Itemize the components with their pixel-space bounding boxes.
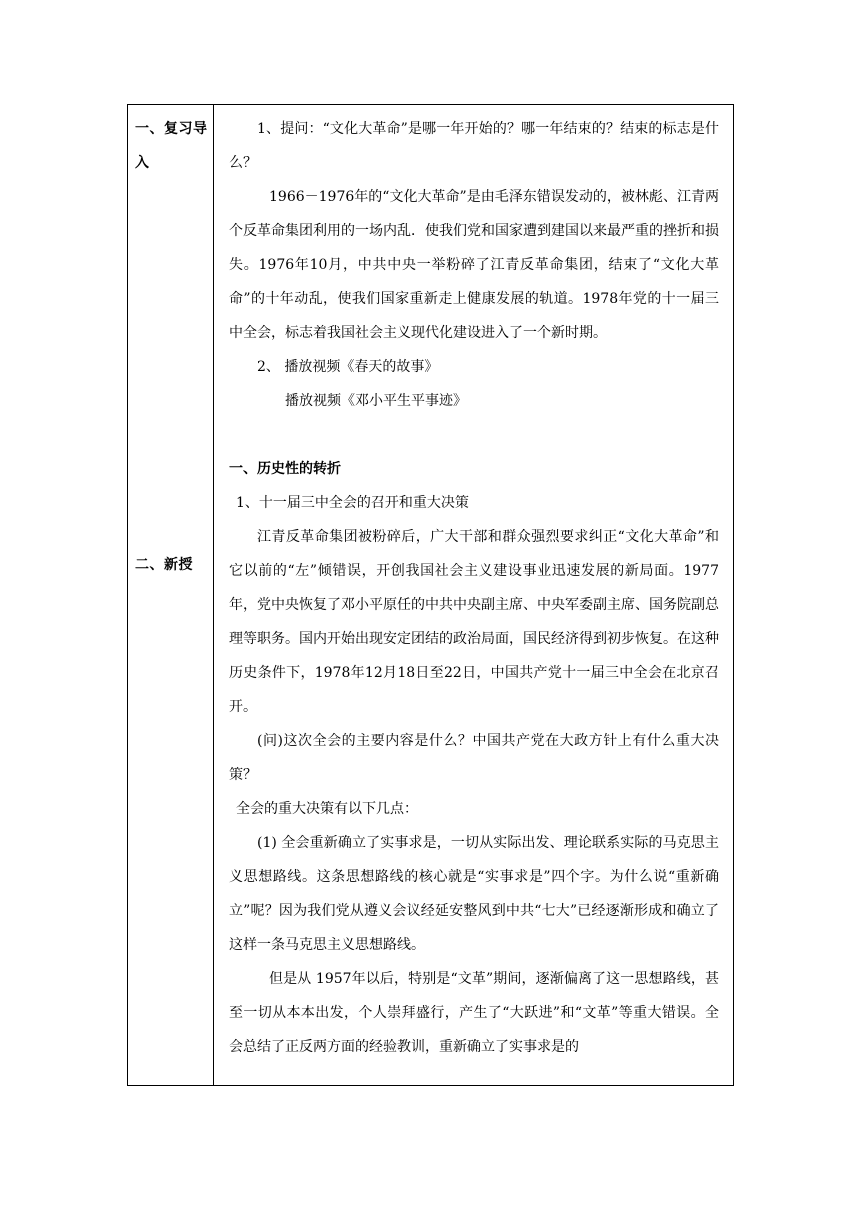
discussion-question: (问)这次全会的主要内容是什么？中国共产党在大政方针上有什么重大决策？ [229,733,719,783]
row-label-new-lesson: 二、新授 [135,557,193,573]
content-body [229,112,719,1064]
content-column [214,105,733,1085]
video-item-1: 2、 播放视频《春天的故事》 [257,359,439,375]
review-question: 1、提问：“文化大革命”是哪一年开始的？哪一年结束的？结束的标志是什么？ [229,121,719,171]
row-label-review: 一、复习导入 [135,121,208,171]
decision-point-1-continued: 但是从 1957年以后，特别是“文革”期间，逐渐偏离了这一思想路线，甚至一切从本本出发，个人崇拜盛行，产生了“大跃进”和“文革”等重大错误。全会总结了正反两方面的经验教训，重新确立了实事求是的 [229,971,719,1055]
row-label-column [128,105,214,1085]
section-subheading: 1、十一届三中全会的召开和重大决策 [236,495,469,511]
paragraph-background: 江青反革命集团被粉碎后，广大干部和群众强烈要求纠正“文化大革命”和它以前的“左”倾错误，开创我国社会主义建设事业迅速发展的新局面。1977年，党中央恢复了邓小平原任的中共中央副主席、中央军委副主席、国务院副总理等职务。国内开始出现安定团结的政治局面，国民经济得到初步恢复。在这种历史条件下，1978年12月18日至22日，中国共产党十一届三中全会在北京召开。 [229,529,719,715]
review-answer: 1966－1976年的“文化大革命”是由毛泽东错误发动的，被林彪、江青两个反革命集团利用的一场内乱．使我们党和国家遭到建国以来最严重的挫折和损失。1976年10月，中共中央一举粉碎了江青反革命集团，结束了“文化大革命”的十年动乱，使我们国家重新走上健康发展的轨道。1978年党的十一届三中全会，标志着我国社会主义现代化建设进入了一个新时期。 [229,189,719,341]
decision-point-1: (1) 全会重新确立了实事求是，一切从实际出发、理论联系实际的马克思主义思想路线。这条思想路线的核心就是“实事求是”四个字。为什么说“重新确立”呢？因为我们党从遵义会议经延安整风到中共“七大”已经逐渐形成和确立了这样一条马克思主义思想路线。 [229,835,719,953]
decisions-intro: 全会的重大决策有以下几点： [236,801,418,817]
spacer [229,418,719,452]
section-heading: 一、历史性的转折 [229,461,341,477]
lesson-plan-table [127,104,734,1086]
video-item-2: 播放视频《邓小平生平事迹》 [285,393,467,409]
